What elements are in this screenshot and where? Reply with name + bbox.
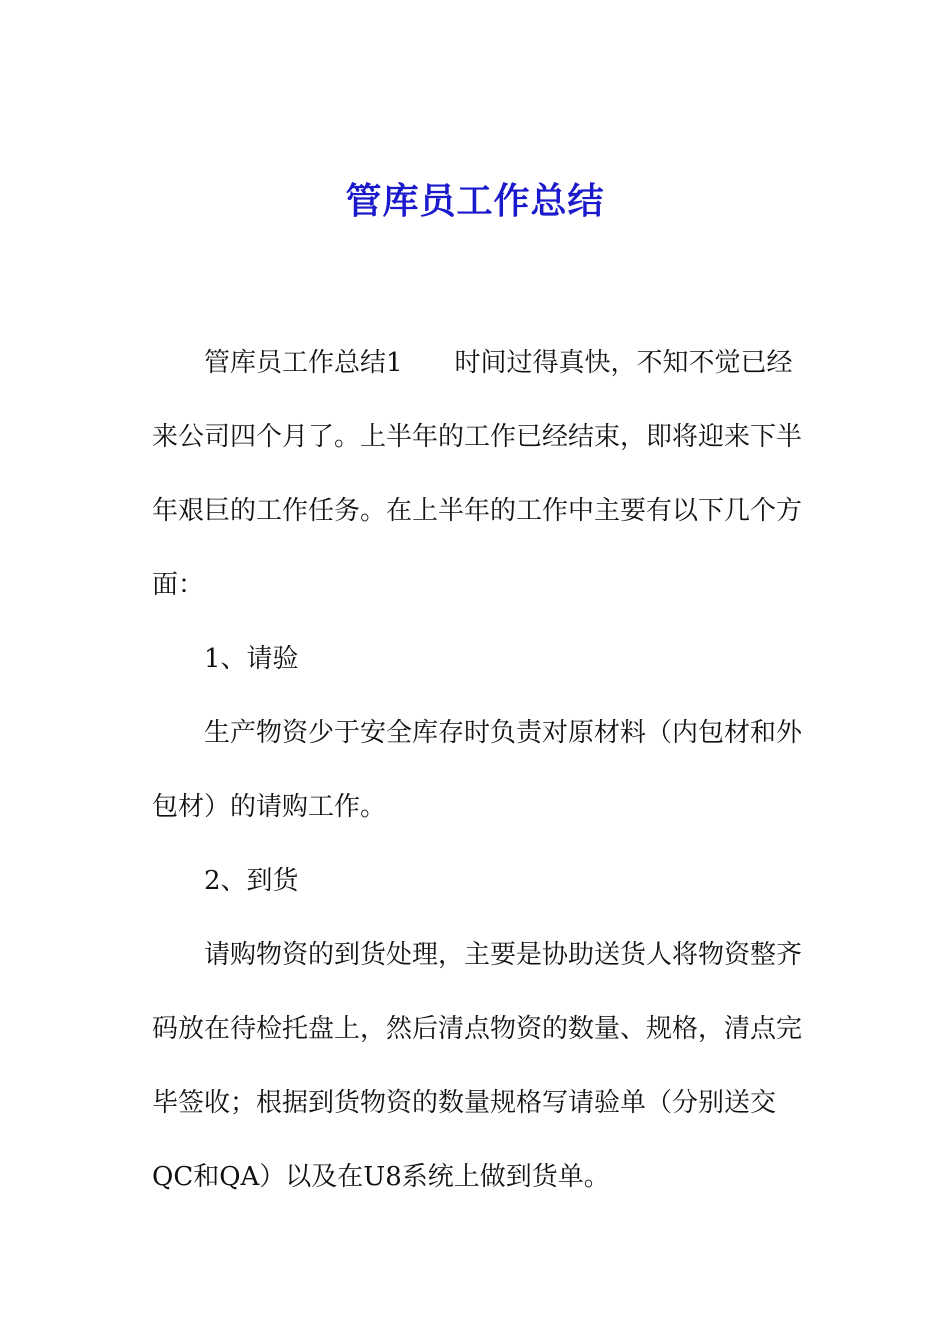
intro-paragraph	[152, 326, 812, 622]
section-body-2: 请购物资的到货处理，主要是协助送货人将物资整齐码放在待检托盘上，然后清点物资的数量、规格，清点完毕签收；根据到货物资的数量规格写请验单（分别送交QC和QA）以及在U8系统上做到货单。	[152, 940, 803, 1192]
section-heading-2: 2、到货	[204, 866, 299, 896]
intro-lead: 管库员工作总结1	[204, 348, 403, 378]
document-title: 管库员工作总结	[345, 181, 605, 222]
section-body-1: 生产物资少于安全库存时负责对原材料（内包材和外包材）的请购工作。	[152, 718, 803, 822]
document-body	[152, 326, 812, 1214]
intro-text: 时间过得真快，不知不觉已经来公司四个月了。上半年的工作已经结束，即将迎来下半年艰巨的工作任务。在上半年的工作中主要有以下几个方面：	[152, 348, 803, 600]
section-heading-1: 1、请验	[204, 644, 299, 674]
